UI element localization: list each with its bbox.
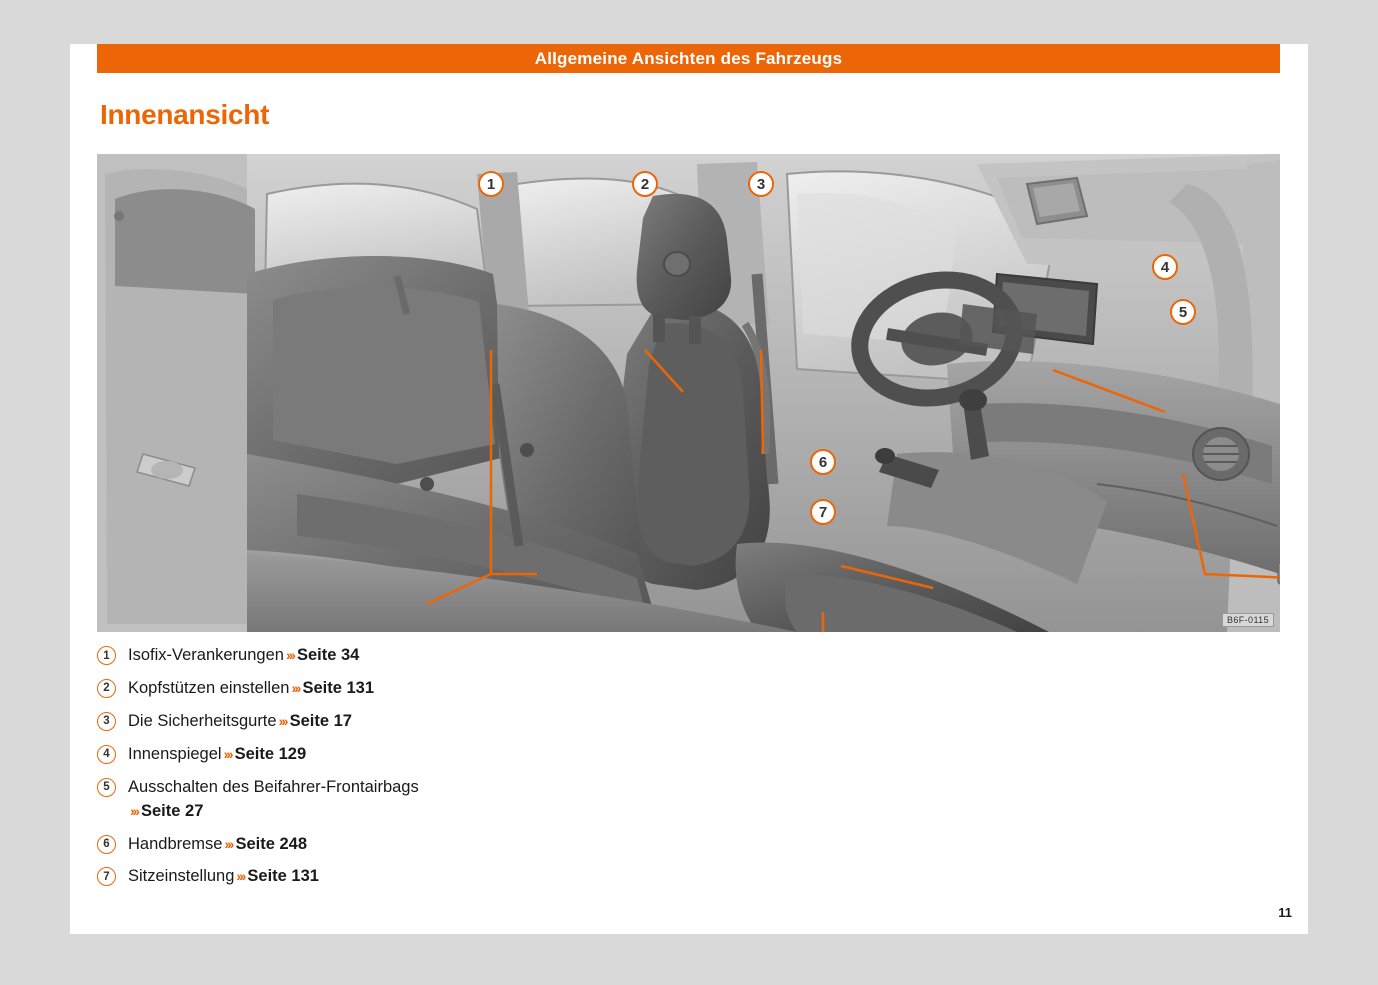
figure-illustration	[97, 154, 1280, 632]
figure-legend	[97, 644, 997, 898]
legend-text	[128, 833, 307, 857]
legend-reference[interactable]: Seite 131	[302, 678, 375, 697]
legend-label: Die Sicherheitsgurte	[128, 711, 277, 730]
figure-marker-1: 1	[478, 171, 504, 197]
page-header-bar	[97, 44, 1280, 73]
chevron-right-icon: ›››	[291, 679, 300, 696]
list-item	[97, 865, 997, 889]
car-interior-drawing	[97, 154, 1280, 632]
legend-number: 3	[97, 712, 116, 731]
legend-reference[interactable]: Seite 34	[296, 646, 360, 664]
figure-code: B6F-0115	[1222, 613, 1274, 627]
figure-marker-6: 6	[810, 449, 836, 475]
legend-number: 2	[97, 679, 116, 698]
legend-label: Innenspiegel	[128, 744, 222, 763]
legend-label: Sitzeinstellung	[128, 867, 235, 886]
list-item	[97, 833, 997, 857]
chevron-right-icon: ›››	[236, 868, 245, 885]
figure-marker-4: 4	[1152, 254, 1178, 280]
legend-text	[128, 644, 359, 668]
list-item	[97, 743, 997, 767]
legend-reference[interactable]: Seite 131	[247, 867, 319, 886]
legend-text	[128, 743, 306, 767]
chevron-right-icon: ›››	[130, 802, 138, 819]
legend-text	[128, 677, 374, 701]
legend-label: Ausschalten des Beifahrer-Frontairbags	[128, 777, 419, 796]
figure-marker-2: 2	[632, 171, 658, 197]
legend-text	[128, 710, 352, 734]
chevron-right-icon: ›››	[224, 835, 233, 852]
legend-text	[128, 776, 419, 824]
legend-text	[128, 865, 319, 889]
interior-view-figure	[97, 154, 1280, 632]
legend-number: 7	[97, 867, 116, 886]
figure-marker-5: 5	[1170, 299, 1196, 325]
legend-number: 1	[97, 646, 116, 665]
legend-number: 5	[97, 778, 116, 797]
list-item	[97, 677, 997, 701]
chevron-right-icon: ›››	[285, 647, 294, 663]
legend-label: Handbremse	[128, 834, 223, 853]
header-title: Allgemeine Ansichten des Fahrzeugs	[534, 48, 843, 68]
page-number: 11	[1278, 905, 1292, 920]
legend-reference[interactable]: Seite 27	[141, 801, 204, 820]
page-title: Innenansicht	[100, 99, 270, 130]
figure-marker-7: 7	[810, 499, 836, 525]
chevron-right-icon: ›››	[223, 745, 232, 762]
list-item	[97, 644, 997, 668]
legend-label: Isofix-Verankerungen	[128, 646, 284, 664]
legend-reference[interactable]: Seite 129	[234, 744, 307, 763]
chevron-right-icon: ›››	[278, 712, 287, 729]
legend-reference[interactable]: Seite 17	[289, 711, 352, 730]
list-item	[97, 776, 997, 824]
manual-page	[70, 44, 1308, 934]
legend-reference[interactable]: Seite 248	[235, 834, 308, 853]
list-item	[97, 710, 997, 734]
figure-marker-3: 3	[748, 171, 774, 197]
legend-number: 6	[97, 835, 116, 854]
legend-label: Kopfstützen einstellen	[128, 678, 290, 697]
legend-number: 4	[97, 745, 116, 764]
